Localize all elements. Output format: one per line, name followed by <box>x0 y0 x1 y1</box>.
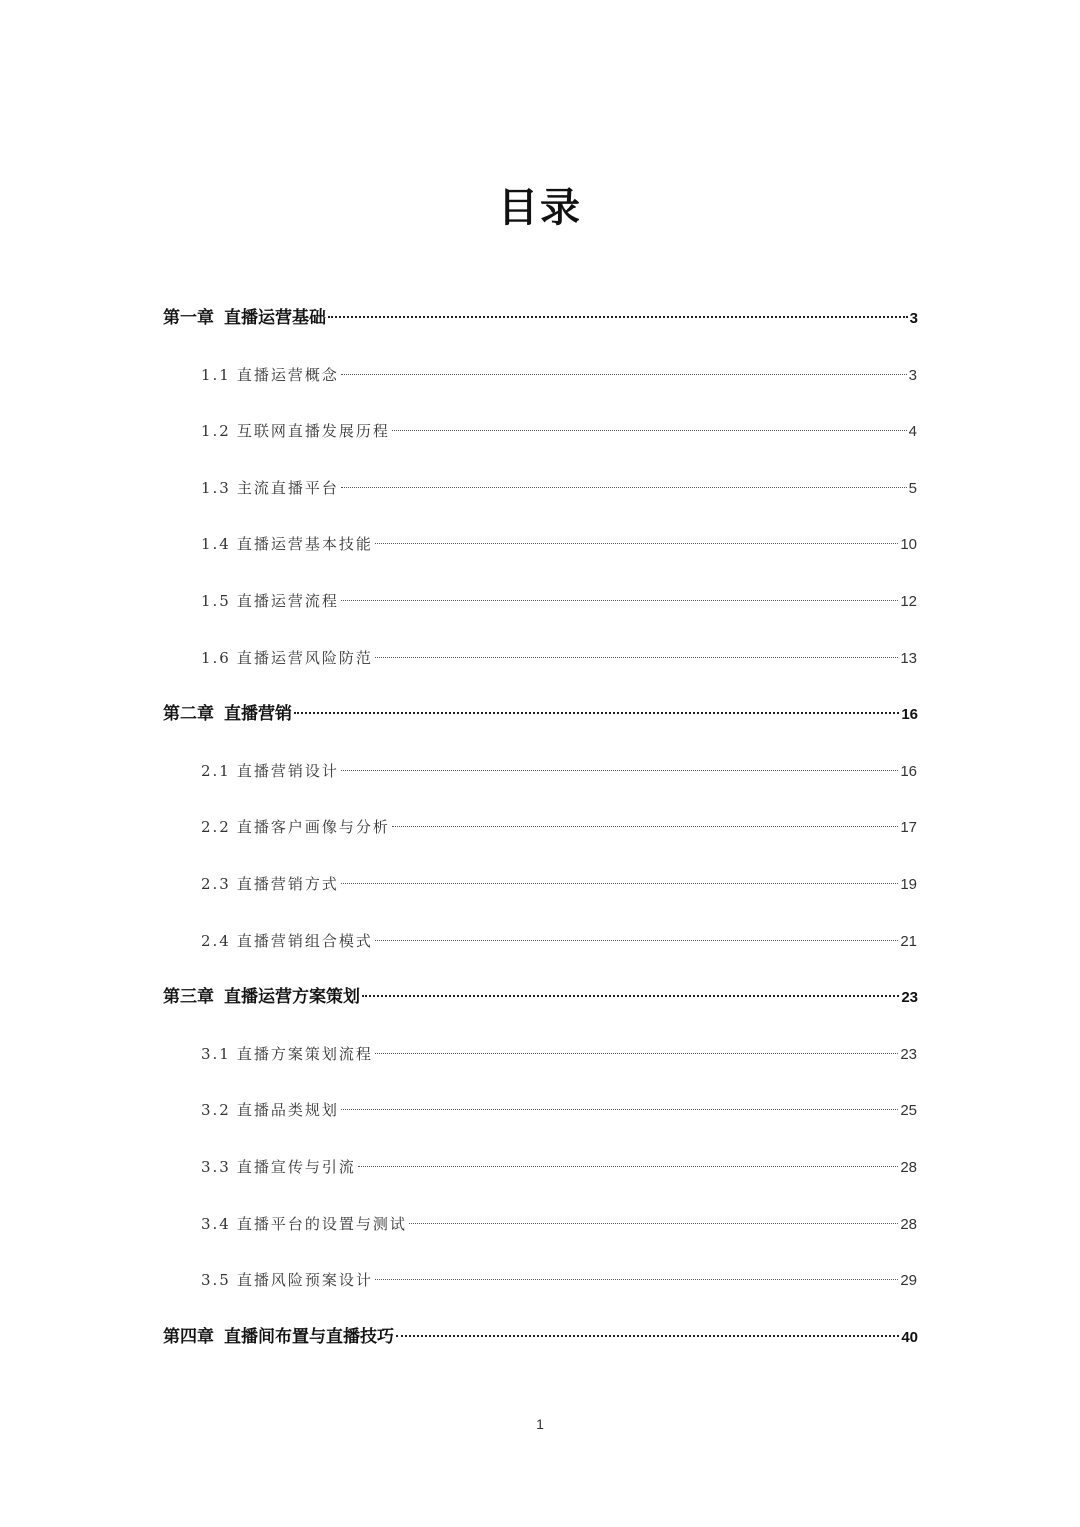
toc-entry-number: 2.3 <box>201 875 231 893</box>
toc-section-entry[interactable] <box>201 417 917 445</box>
toc-entry-title: 直播运营基本技能 <box>236 535 373 553</box>
toc-entry-number: 第四章 <box>163 1327 214 1347</box>
toc-dot-leader <box>409 1223 898 1224</box>
toc-chapter-entry[interactable] <box>163 983 918 1011</box>
toc-entry-title: 直播间布置与直播技巧 <box>224 1327 394 1347</box>
toc-section-entry[interactable] <box>201 1210 917 1238</box>
toc-entry-title: 直播运营概念 <box>236 366 339 384</box>
toc-entry-title: 直播营销方式 <box>236 875 339 893</box>
toc-entry-number: 3.4 <box>201 1215 231 1233</box>
toc-entry-title: 直播客户画像与分析 <box>236 818 390 836</box>
toc-section-entry[interactable] <box>201 870 917 898</box>
toc-dot-leader <box>341 883 898 884</box>
toc-section-entry[interactable] <box>201 530 917 558</box>
toc-dot-leader <box>341 600 898 601</box>
toc-section-entry[interactable] <box>201 474 917 502</box>
toc-entry-page: 21 <box>900 933 917 950</box>
toc-section-entry[interactable] <box>201 757 917 785</box>
toc-entry-page: 12 <box>900 593 917 610</box>
toc-section-entry[interactable] <box>201 1096 917 1124</box>
toc-entry-title: 直播运营风险防范 <box>236 649 373 667</box>
toc-entry-page: 23 <box>901 989 918 1006</box>
toc-entry-title: 直播营销设计 <box>236 762 339 780</box>
toc-entry-page: 3 <box>908 367 917 384</box>
toc-entry-number: 1.5 <box>201 592 231 610</box>
toc-section-entry[interactable] <box>201 1266 917 1294</box>
toc-entry-page: 28 <box>900 1159 917 1176</box>
toc-entry-page: 13 <box>900 650 917 667</box>
toc-entry-page: 19 <box>900 876 917 893</box>
toc-dot-leader <box>375 543 898 544</box>
toc-entry-page: 28 <box>900 1216 917 1233</box>
toc-dot-leader <box>375 1279 898 1280</box>
toc-entry-number: 第二章 <box>163 704 214 724</box>
toc-entry-number: 1.2 <box>201 422 231 440</box>
toc-entry-page: 16 <box>901 706 918 723</box>
toc-entry-page: 25 <box>900 1102 917 1119</box>
toc-entry-number: 第一章 <box>163 308 214 328</box>
toc-entry-title: 直播运营基础 <box>224 308 326 328</box>
toc-entry-title: 直播运营流程 <box>236 592 339 610</box>
toc-section-entry[interactable] <box>201 1153 917 1181</box>
toc-entry-number: 1.3 <box>201 479 231 497</box>
toc-section-entry[interactable] <box>201 587 917 615</box>
toc-dot-leader <box>392 826 898 827</box>
toc-entry-page: 16 <box>900 763 917 780</box>
toc-chapter-entry[interactable] <box>163 304 918 332</box>
toc-dot-leader <box>362 995 899 997</box>
toc-entry-page: 29 <box>900 1272 917 1289</box>
toc-entry-number: 1.1 <box>201 366 231 384</box>
toc-entry-title: 直播营销 <box>224 704 292 724</box>
toc-entry-number: 1.4 <box>201 535 231 553</box>
toc-section-entry[interactable] <box>201 813 917 841</box>
toc-entry-number: 2.4 <box>201 932 231 950</box>
toc-entry-page: 3 <box>909 310 918 327</box>
toc-entry-number: 3.1 <box>201 1045 231 1063</box>
toc-entry-title: 直播宣传与引流 <box>236 1158 356 1176</box>
toc-chapter-entry[interactable] <box>163 700 918 728</box>
toc-dot-leader <box>341 487 907 488</box>
toc-entry-number: 2.2 <box>201 818 231 836</box>
toc-entry-title: 直播运营方案策划 <box>224 987 360 1007</box>
toc-dot-leader <box>341 374 907 375</box>
toc-dot-leader <box>358 1166 898 1167</box>
toc-section-entry[interactable] <box>201 927 917 955</box>
toc-entry-title: 主流直播平台 <box>236 479 339 497</box>
toc-dot-leader <box>294 712 899 714</box>
toc-entry-number: 2.1 <box>201 762 231 780</box>
toc-entry-number: 1.6 <box>201 649 231 667</box>
page-title: 目录 <box>498 184 582 231</box>
toc-section-entry[interactable] <box>201 644 917 672</box>
toc-dot-leader <box>375 940 898 941</box>
toc-entry-page: 40 <box>901 1329 918 1346</box>
toc-entry-title: 直播方案策划流程 <box>236 1045 373 1063</box>
toc-entry-page: 5 <box>908 480 917 497</box>
toc-dot-leader <box>328 316 908 318</box>
toc-dot-leader <box>375 657 898 658</box>
toc-dot-leader <box>392 430 907 431</box>
toc-dot-leader <box>375 1053 898 1054</box>
toc-entry-title: 互联网直播发展历程 <box>236 422 390 440</box>
toc-entry-number: 3.2 <box>201 1101 231 1119</box>
page-number: 1 <box>536 1416 544 1432</box>
toc-entry-page: 23 <box>900 1046 917 1063</box>
toc-entry-number: 3.3 <box>201 1158 231 1176</box>
toc-entry-title: 直播品类规划 <box>236 1101 339 1119</box>
toc-entry-page: 17 <box>900 819 917 836</box>
toc-dot-leader <box>341 770 898 771</box>
toc-entry-page: 4 <box>908 423 917 440</box>
toc-entry-number: 3.5 <box>201 1271 231 1289</box>
toc-entry-title: 直播平台的设置与测试 <box>236 1215 407 1233</box>
toc-entry-number: 第三章 <box>163 987 214 1007</box>
toc-chapter-entry[interactable] <box>163 1323 918 1351</box>
toc-entry-title: 直播营销组合模式 <box>236 932 373 950</box>
toc-dot-leader <box>341 1109 898 1110</box>
toc-dot-leader <box>396 1335 899 1337</box>
toc-entry-page: 10 <box>900 536 917 553</box>
toc-entry-title: 直播风险预案设计 <box>236 1271 373 1289</box>
toc-section-entry[interactable] <box>201 1040 917 1068</box>
toc-section-entry[interactable] <box>201 361 917 389</box>
